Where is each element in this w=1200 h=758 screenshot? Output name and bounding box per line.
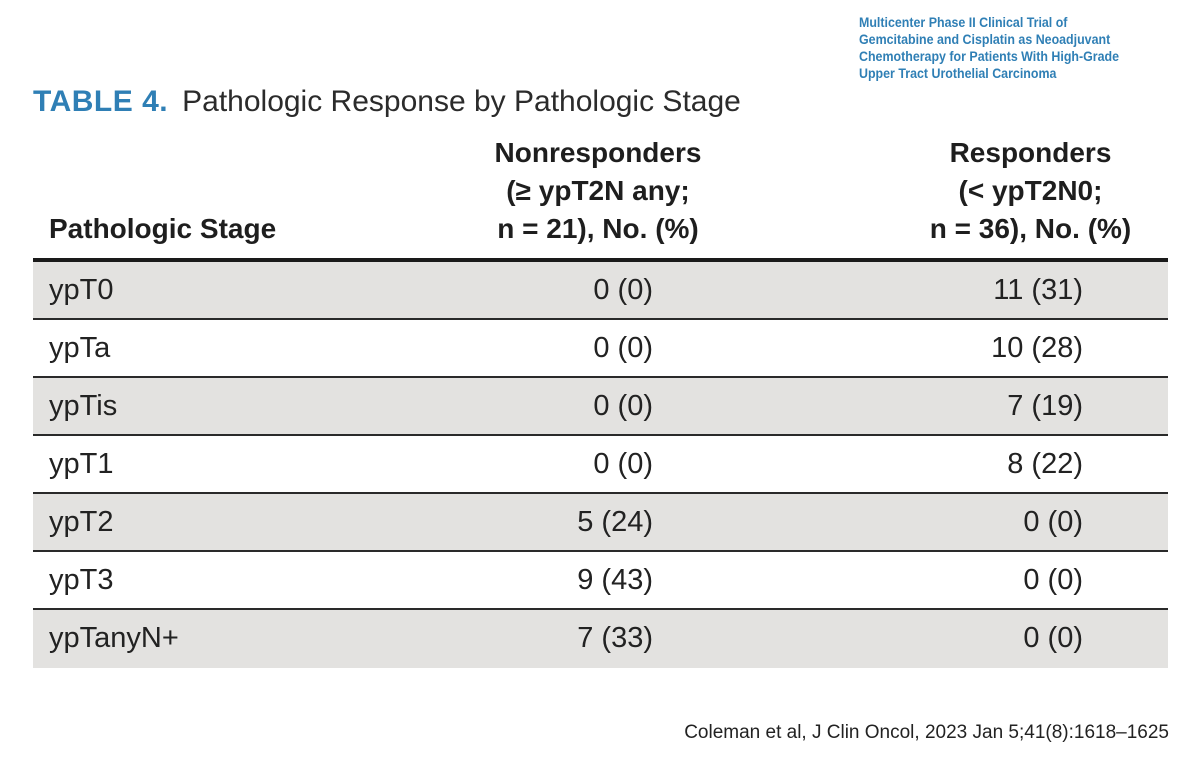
table-row: [33, 494, 1168, 552]
cell-responders: 0 (0): [1023, 564, 1083, 596]
cell-stage: ypT3: [49, 564, 114, 596]
header-responders-line2: (< ypT2N0;: [958, 175, 1103, 206]
header-nonresponders-line2: (≥ ypT2N any;: [506, 175, 690, 206]
table-title: [33, 84, 741, 120]
header-responders: [873, 134, 1188, 248]
table-row: [33, 320, 1168, 378]
table-row: [33, 610, 1168, 668]
citation: Coleman et al, J Clin Oncol, 2023 Jan 5;41(8):1618–1625: [684, 722, 1169, 743]
header-nonresponders-line1: Nonresponders: [494, 137, 702, 168]
cell-nonresponders: 9 (43): [577, 564, 653, 596]
table-row: [33, 552, 1168, 610]
trial-title: Multicenter Phase II Clinical Trial of Gemcitabine and Cisplatin as Neoadjuvant Chemotherapy for Patients With High-Grade Upper Tract Urothelial Carcinoma: [859, 15, 1120, 81]
cell-stage: ypT1: [49, 448, 114, 480]
cell-stage: ypTanyN+: [49, 622, 179, 654]
cell-responders: 0 (0): [1023, 622, 1083, 654]
table-row: [33, 262, 1168, 320]
table-caption: Pathologic Response by Pathologic Stage: [182, 85, 741, 118]
cell-nonresponders: 0 (0): [593, 390, 653, 422]
header-nonresponders-line3: n = 21), No. (%): [497, 213, 699, 244]
cell-responders: 11 (31): [993, 274, 1083, 306]
cell-stage: ypTis: [49, 390, 118, 422]
table-number: TABLE 4.: [33, 85, 169, 118]
cell-stage: ypTa: [49, 332, 111, 364]
table-row: [33, 436, 1168, 494]
cell-stage: ypT2: [49, 506, 114, 538]
cell-responders: 7 (19): [1007, 390, 1083, 422]
cell-nonresponders: 7 (33): [577, 622, 653, 654]
cell-responders: 10 (28): [991, 332, 1083, 364]
header-responders-line3: n = 36), No. (%): [929, 213, 1132, 244]
header-responders-line1: Responders: [949, 137, 1112, 168]
cell-nonresponders: 0 (0): [593, 274, 653, 306]
cell-nonresponders: 0 (0): [593, 448, 653, 480]
cell-responders: 0 (0): [1023, 506, 1083, 538]
table-header: [33, 128, 1168, 262]
response-table: [33, 128, 1168, 668]
table-row: [33, 378, 1168, 436]
cell-responders: 8 (22): [1007, 448, 1083, 480]
cell-nonresponders: 0 (0): [593, 332, 653, 364]
cell-nonresponders: 5 (24): [577, 506, 653, 538]
header-nonresponders: [453, 134, 743, 248]
header-pathologic-stage: Pathologic Stage: [49, 213, 277, 244]
cell-stage: ypT0: [49, 274, 114, 306]
